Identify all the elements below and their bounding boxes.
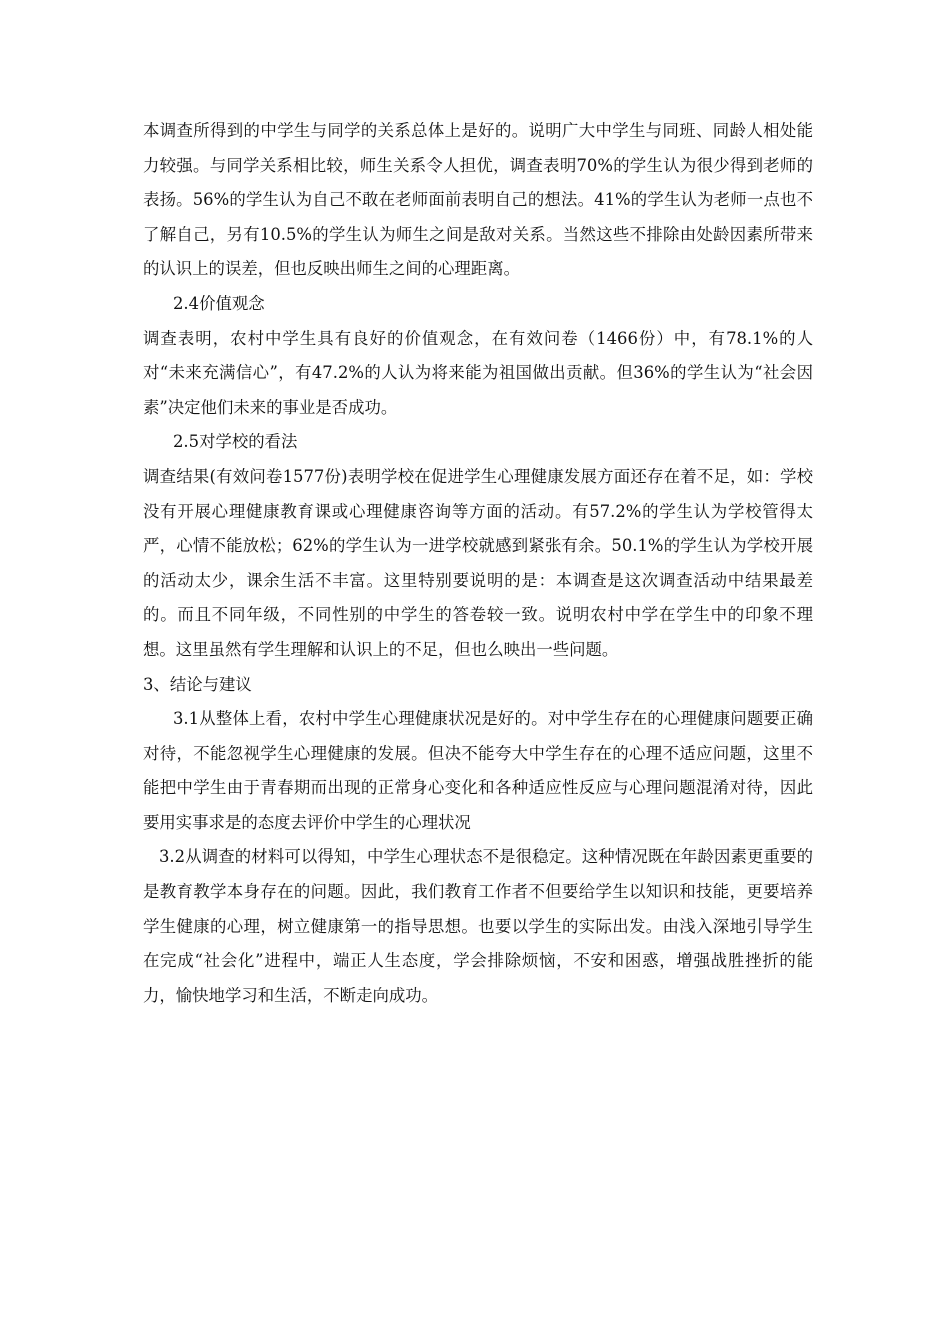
paragraph-conclusion-3-2: 3.2从调查的材料可以得知，中学生心理状态不是很稳定。这种情况既在年龄因素更重要的是教育教学本身存在的问题。因此，我们教育工作者不但要给学生以知识和技能，更要培养学生健康的心理，树立健康第一的指导思想。也要以学生的实际出发。由浅入深地引导学生在完成“社会化”进程中，端正人生态度，学会排除烦恼，不安和困惑，增强战胜挫折的能力，愉快地学习和生活，不断走向成功。 <box>143 847 813 1005</box>
paragraph-school-views: 调查结果(有效问卷1577份)表明学校在促进学生心理健康发展方面还存在着不足，如：学校没有开展心理健康教育课或心理健康咨询等方面的活动。有57.2%的学生认为学校管得太严，心情不能放松；62%的学生认为一进学校就感到紧张有余。50.1%的学生认为学校开展的活动太少，课余生活不丰富。这里特别要说明的是：本调查是这次调查活动中结果最差的。而且不同年级，不同性别的中学生的答卷较一致。说明农村中学在学生中的印象不理想。这里虽然有学生理解和认识上的不足，但也么映出一些问题。 <box>143 466 813 659</box>
paragraph-conclusion-3-1: 3.1从整体上看，农村中学生心理健康状况是好的。对中学生存在的心理健康问题要正确对待，不能忽视学生心理健康的发展。但决不能夸大中学生存在的心理不适应问题，这里不能把中学生由于青春期而出现的正常身心变化和各种适应性反应与心理问题混淆对待，因此要用实事求是的态度去评价中学生的心理状况 <box>143 709 813 832</box>
document-page <box>143 114 813 1013</box>
paragraph-values: 调查表明，农村中学生具有良好的价值观念，在有效问卷（1466份）中，有78.1%的人对“未来充满信心”，有47.2%的人认为将来能为祖国做出贡献。但36%的学生认为“社会因素”决定他们未来的事业是否成功。 <box>143 328 813 417</box>
heading-2-5-school-views: 2.5对学校的看法 <box>173 432 298 452</box>
heading-2-4-values: 2.4价值观念 <box>173 293 265 313</box>
paragraph-teacher-student-relations: 本调查所得到的中学生与同学的关系总体上是好的。说明广大中学生与同班、同龄人相处能力较强。与同学关系相比较，师生关系令人担优，调查表明70%的学生认为很少得到老师的表扬。56%的学生认为自己不敢在老师面前表明自己的想法。41%的学生认为老师一点也不了解自己，另有10.5%的学生认为师生之间是敌对关系。当然这些不排除由处龄因素所带来的认识上的误差，但也反映出师生之间的心理距离。 <box>143 121 813 279</box>
heading-3-conclusions: 3、结论与建议 <box>143 674 252 694</box>
